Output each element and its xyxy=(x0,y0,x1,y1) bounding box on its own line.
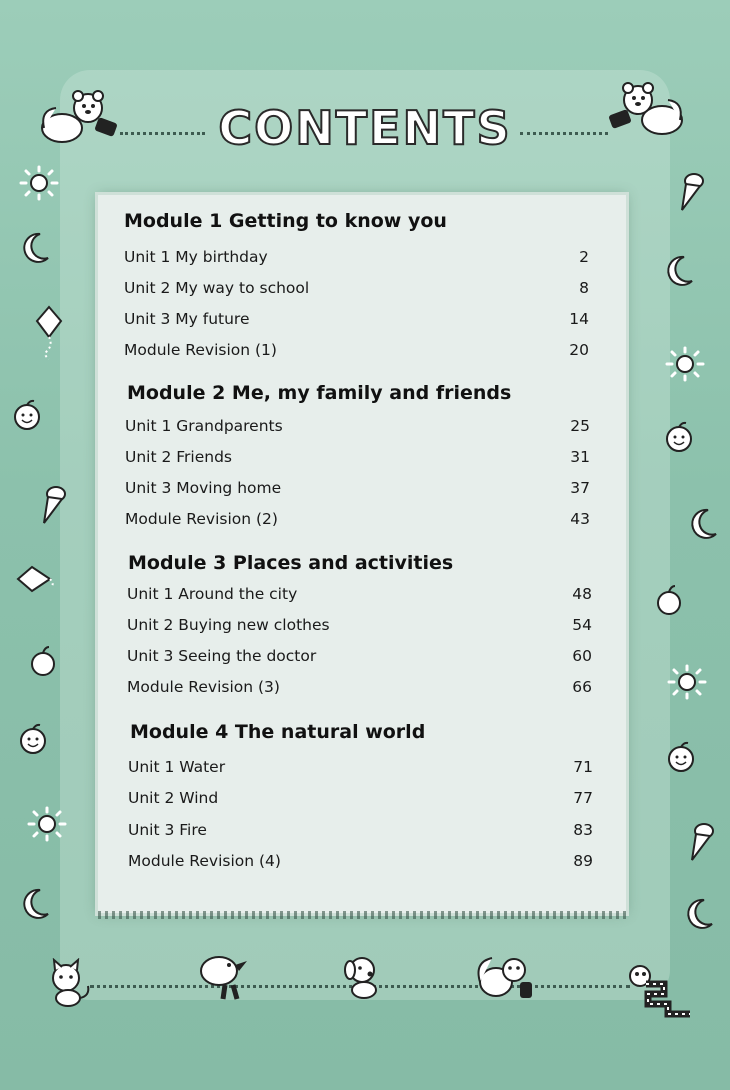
smiley-fruit-icon xyxy=(664,420,694,454)
list-item xyxy=(125,479,590,503)
squirrel-icon xyxy=(476,952,536,1004)
unit-label: Module Revision (1) xyxy=(124,341,277,359)
kite-icon xyxy=(16,565,56,595)
snake-icon xyxy=(624,962,694,1022)
page-number: 54 xyxy=(572,616,592,634)
moon-icon xyxy=(20,232,50,264)
unit-label: Unit 2 Buying new clothes xyxy=(127,616,330,634)
dog-icon xyxy=(340,952,388,1000)
page-number: 14 xyxy=(569,310,589,328)
list-item xyxy=(128,821,593,845)
page-number: 20 xyxy=(569,341,589,359)
list-item xyxy=(124,310,589,334)
page-number: 83 xyxy=(573,821,593,839)
squirrel-bear-icon xyxy=(606,80,688,140)
ice-cream-icon xyxy=(678,172,706,212)
list-item xyxy=(128,852,593,876)
apple-icon xyxy=(654,584,684,616)
unit-label: Unit 3 My future xyxy=(124,310,250,328)
dotted-trail xyxy=(520,132,608,137)
module-title: Module 4 The natural world xyxy=(130,721,426,743)
kite-icon xyxy=(34,305,64,361)
unit-label: Module Revision (4) xyxy=(128,852,281,870)
module-title: Module 1 Getting to know you xyxy=(124,210,447,232)
unit-label: Unit 2 Friends xyxy=(125,448,233,466)
smiley-fruit-icon xyxy=(666,740,696,774)
list-item xyxy=(125,510,590,534)
moon-icon xyxy=(684,898,714,930)
unit-label: Module Revision (3) xyxy=(127,678,280,696)
page-number: 25 xyxy=(570,417,590,435)
page-number: 8 xyxy=(579,279,589,297)
page-number: 60 xyxy=(572,647,592,665)
squirrel-bear-icon xyxy=(38,88,120,148)
moon-icon xyxy=(664,255,694,287)
page-number: 48 xyxy=(572,585,592,603)
list-item xyxy=(124,279,589,303)
unit-label: Unit 1 My birthday xyxy=(124,248,268,266)
sun-icon xyxy=(18,165,60,201)
list-item xyxy=(127,647,592,671)
cat-icon xyxy=(44,958,94,1008)
unit-label: Module Revision (2) xyxy=(125,510,278,528)
page-number: 89 xyxy=(573,852,593,870)
moon-icon xyxy=(688,508,718,540)
module-title: Module 3 Places and activities xyxy=(128,552,454,574)
list-item xyxy=(128,789,593,813)
page-number: 66 xyxy=(572,678,592,696)
dotted-trail xyxy=(120,132,205,137)
smiley-fruit-icon xyxy=(18,722,48,756)
list-item xyxy=(124,248,589,272)
unit-label: Unit 3 Moving home xyxy=(125,479,282,497)
list-item xyxy=(127,616,592,640)
unit-label: Unit 2 Wind xyxy=(128,789,219,807)
list-item xyxy=(128,758,593,782)
list-item xyxy=(127,678,592,702)
list-item xyxy=(124,341,589,365)
apple-icon xyxy=(28,645,58,677)
page-number: 37 xyxy=(570,479,590,497)
page-number: 31 xyxy=(570,448,590,466)
unit-label: Unit 1 Around the city xyxy=(127,585,298,603)
unit-label: Unit 3 Fire xyxy=(128,821,207,839)
unit-label: Unit 3 Seeing the doctor xyxy=(127,647,317,665)
page-number: 77 xyxy=(573,789,593,807)
page-number: 71 xyxy=(573,758,593,776)
unit-label: Unit 2 My way to school xyxy=(124,279,310,297)
list-item xyxy=(127,585,592,609)
sun-icon xyxy=(26,806,68,842)
list-item xyxy=(125,417,590,441)
duck-icon xyxy=(195,945,251,1003)
list-item xyxy=(125,448,590,472)
contents-panel xyxy=(98,195,626,913)
ice-cream-icon xyxy=(688,822,716,862)
sun-icon xyxy=(666,664,708,700)
smiley-fruit-icon xyxy=(12,398,42,432)
unit-label: Unit 1 Water xyxy=(128,758,226,776)
sun-icon xyxy=(664,346,706,382)
page-number: 2 xyxy=(579,248,589,266)
moon-icon xyxy=(20,888,50,920)
page-number: 43 xyxy=(570,510,590,528)
module-title: Module 2 Me, my family and friends xyxy=(127,382,512,404)
unit-label: Unit 1 Grandparents xyxy=(125,417,283,435)
ice-cream-icon xyxy=(40,485,68,525)
page-title: CONTENTS xyxy=(218,101,512,155)
